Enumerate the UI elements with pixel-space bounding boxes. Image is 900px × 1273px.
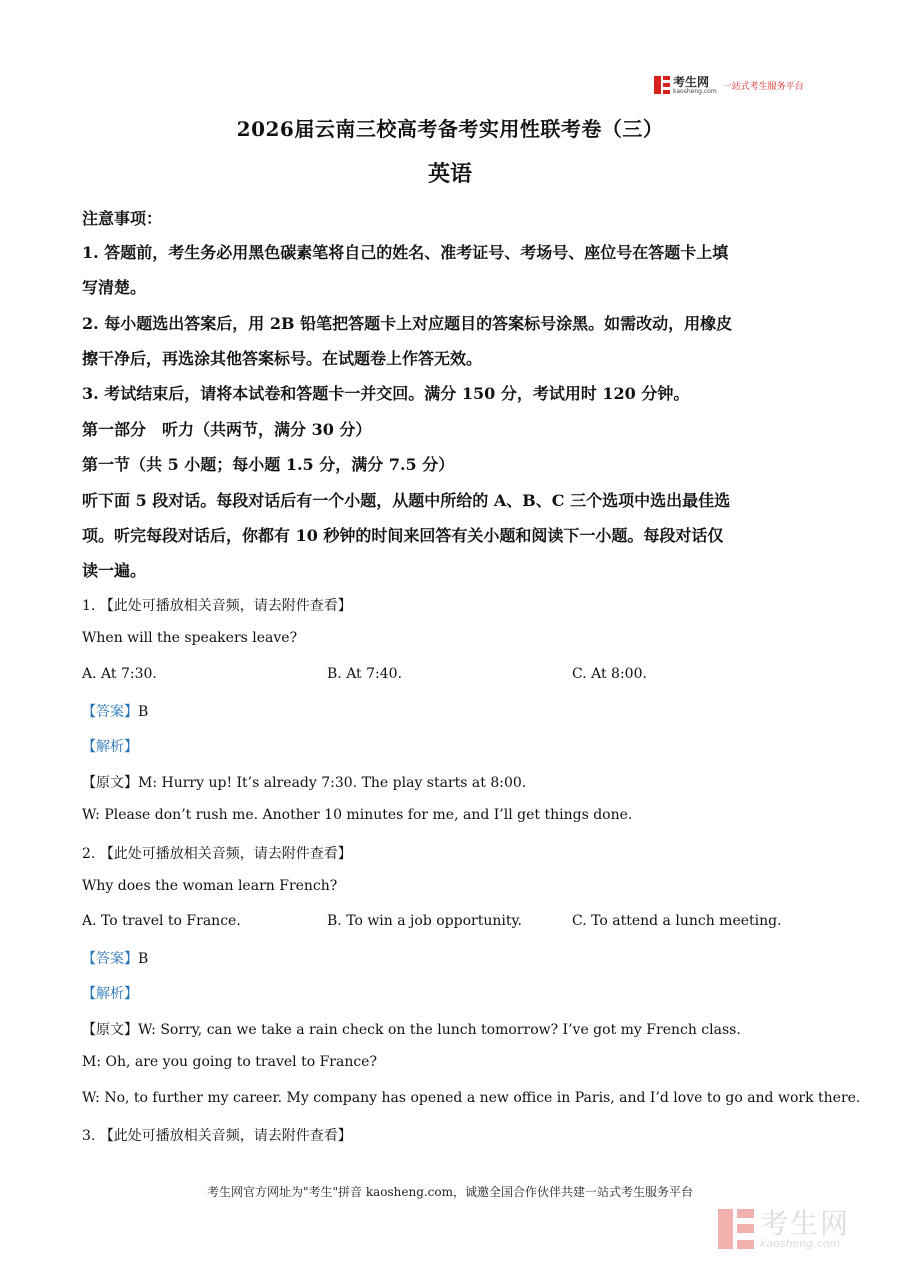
q1-answer-value: B [138,704,149,720]
header-logo [654,74,824,96]
q1-option-b: B. At 7:40. [327,666,403,682]
watermark-cn: 考生网 [760,1206,851,1240]
notice-heading: 注意事项： [82,209,163,228]
logo-brand-en: kaosheng.com [673,87,717,95]
exam-subject: 英语 [427,161,472,187]
q1-option-c: C. At 8:00. [572,666,647,682]
q2-transcript-label: 【原文】 [82,1022,138,1038]
notice-item-2-line-1: 2. 每小题选出答案后，用 2B 铅笔把答题卡上对应题目的答案标号涂黑。如需改动，用橡皮 [82,314,733,333]
q1-option-a: A. At 7:30. [82,666,157,682]
q2-transcript-line-1 [82,1019,741,1039]
q2-transcript-line-2: M: Oh, are you going to travel to France? [82,1054,377,1070]
instruction-line-2: 项。听完每段对话后，你都有 10 秒钟的时间来回答有关小题和阅读下一小题。每段对话仅 [82,526,724,545]
watermark-logo-icon [718,1209,754,1249]
q2-option-b: B. To win a job opportunity. [327,913,522,929]
q1-answer [82,701,148,721]
q1-audio-link[interactable]: 1. 【此处可播放相关音频，请去附件查看】 [82,598,352,614]
page-footer: 考生网官方网址为"考生"拼音 kaosheng.com，诚邀全国合作伙伴共建一站式考生服务平台 [206,1185,694,1199]
notice-item-1-line-1: 1. 答题前，考生务必用黑色碳素笔将自己的姓名、准考证号、考场号、座位号在答题卡上填 [82,243,729,262]
q3-audio-link[interactable]: 3. 【此处可播放相关音频，请去附件查看】 [82,1128,352,1144]
logo-brand-cn: 考生网 [673,74,710,89]
part1-heading: 第一部分 听力（共两节，满分 30 分） [82,420,372,439]
q2-option-c: C. To attend a lunch meeting. [572,913,782,929]
q1-analysis-label: 【解析】 [82,739,138,755]
q1-question: When will the speakers leave? [82,630,298,646]
kaosheng-logo-icon [654,76,670,94]
q2-analysis-label: 【解析】 [82,986,138,1002]
logo-slogan: 一站式考生服务平台 [722,81,804,92]
q2-option-a: A. To travel to France. [82,913,241,929]
q2-audio-link[interactable]: 2. 【此处可播放相关音频，请去附件查看】 [82,846,352,862]
q2-question: Why does the woman learn French? [82,878,338,894]
exam-title: 2026届云南三校高考备考实用性联考卷（三） [236,117,664,141]
notice-item-3: 3. 考试结束后，请将本试卷和答题卡一并交回。满分 150 分，考试用时 120 分钟。 [82,384,690,403]
q2-answer-value: B [138,951,149,967]
notice-item-2-line-2: 擦干净后，再选涂其他答案标号。在试题卷上作答无效。 [82,349,483,368]
q1-transcript-text-1: M: Hurry up! It’s already 7:30. The play starts at 8:00. [138,775,527,791]
instruction-line-1: 听下面 5 段对话。每段对话后有一个小题，从题中所给的 A、B、C 三个选项中选出最佳选 [82,491,731,510]
q2-transcript-line-3: W: No, to further my career. My company has opened a new office in Paris, and I’d love to go and work there. [82,1090,861,1106]
q1-answer-label: 【答案】 [82,704,138,720]
watermark-en: kaosheng.com [760,1236,841,1250]
section1-heading: 第一节（共 5 小题；每小题 1.5 分，满分 7.5 分） [82,455,455,474]
watermark [718,1205,878,1253]
instruction-line-3: 读一遍。 [82,561,147,580]
q1-transcript-label: 【原文】 [82,775,138,791]
q2-transcript-text-1: W: Sorry, can we take a rain check on the lunch tomorrow? I’ve got my French class. [138,1022,741,1038]
q2-answer [82,948,148,968]
q2-answer-label: 【答案】 [82,951,138,967]
notice-item-1-line-2: 写清楚。 [82,278,147,297]
q1-transcript-line-2: W: Please don’t rush me. Another 10 minutes for me, and I’ll get things done. [82,807,633,823]
q1-transcript-line-1 [82,772,526,792]
